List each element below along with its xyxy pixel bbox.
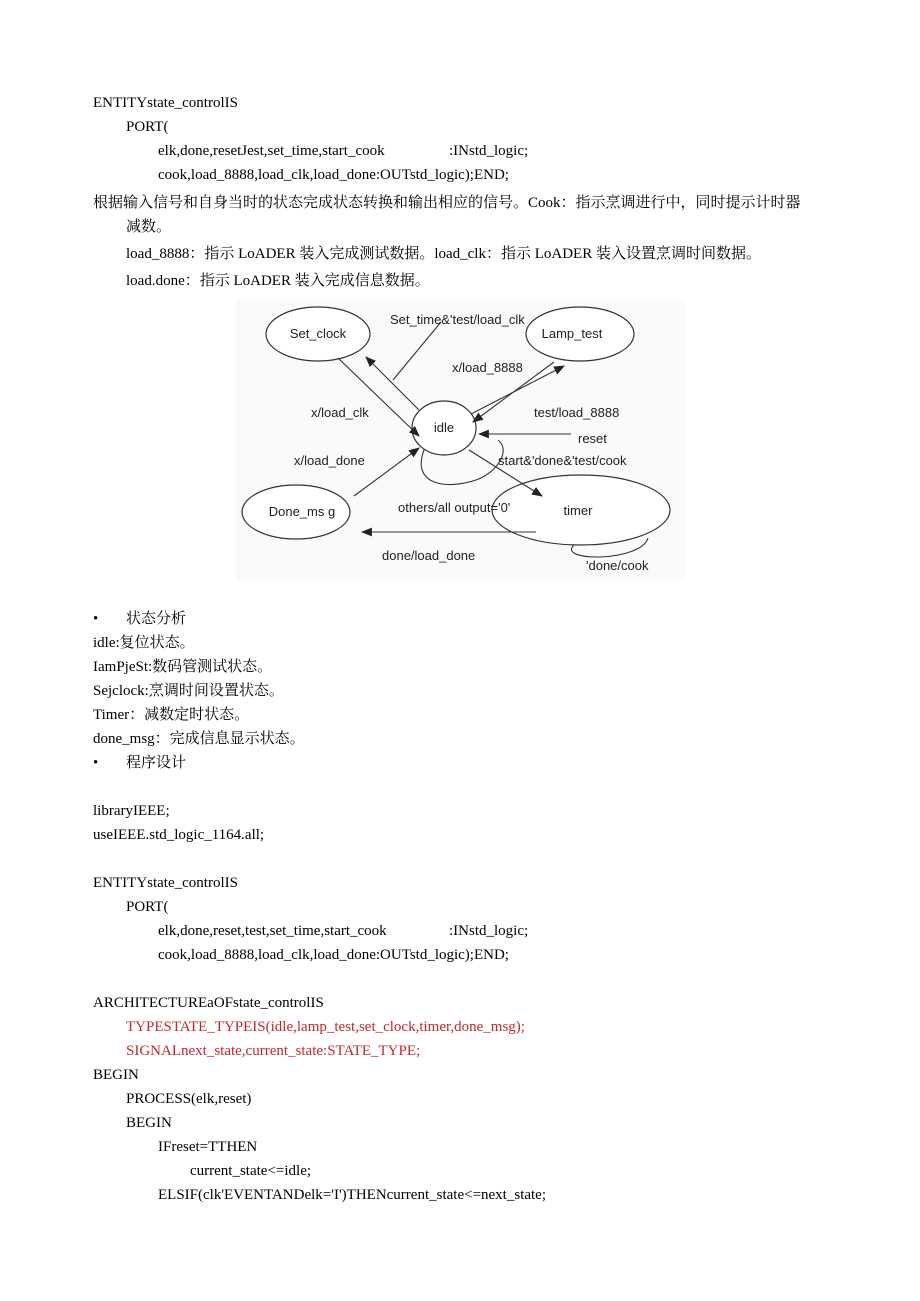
analysis-lamp: IamPjeSt:数码管测试状态。	[93, 659, 273, 675]
port-in-type: :INstd_logic;	[449, 143, 529, 159]
port-line: PORT(	[126, 119, 169, 135]
label-test-load-8888: test/load_8888	[534, 405, 620, 420]
code-process: PROCESS(elk,reset)	[126, 1091, 252, 1107]
label-done-msg: Done_ms g	[268, 504, 336, 519]
program-title: 程序设计	[126, 755, 187, 771]
code-port-in-type: :INstd_logic;	[449, 923, 529, 939]
code-type-decl: TYPESTATE_TYPEIS(idle,lamp_test,set_clock,timer,done_msg);	[126, 1019, 525, 1035]
analysis-done: done_msg：完成信息显示状态。	[93, 731, 305, 747]
label-x-load-8888: x/load_8888	[452, 360, 523, 375]
code-signal-decl: SIGNALnext_state,current_state:STATE_TYPE;	[126, 1043, 421, 1059]
code-begin: BEGIN	[93, 1067, 139, 1083]
code-architecture: ARCHITECTUREaOFstate_controlIS	[93, 995, 324, 1011]
code-assign-idle: current_state<=idle;	[190, 1163, 312, 1179]
description-paragraph-1: 根据输入信号和自身当时的状态完成状态转换和输出相应的信号。Cook：指示烹调进行中，同时提示计时器	[93, 195, 801, 211]
state-diagram	[236, 300, 686, 580]
port-in-signals: elk,done,resetJest,set_time,start_cook	[158, 143, 385, 159]
entity-line: ENTITYstate_controlIS	[93, 95, 238, 111]
bullet-program: •	[93, 755, 99, 771]
bullet-analysis: •	[93, 611, 99, 627]
description-paragraph-3: load.done：指示 LoADER 装入完成信息数据。	[126, 273, 430, 289]
analysis-setclock: Sejclock:烹调时间设置状态。	[93, 683, 284, 699]
label-not-done-cook: 'done/cook	[586, 558, 649, 573]
analysis-title: 状态分析	[126, 611, 187, 627]
description-paragraph-2: load_8888：指示 LoADER 装入完成测试数据。load_clk：指示 LoADER 装入设置烹调时间数据。	[126, 246, 761, 262]
port-out-line: cook,load_8888,load_clk,load_done:OUTstd_logic);END;	[158, 167, 509, 183]
label-others: others/all output='0'	[398, 500, 511, 515]
code-port: PORT(	[126, 899, 169, 915]
code-entity: ENTITYstate_controlIS	[93, 875, 238, 891]
code-port-out: cook,load_8888,load_clk,load_done:OUTstd_logic);END;	[158, 947, 509, 963]
label-timer: timer	[563, 503, 593, 518]
label-reset: reset	[578, 431, 607, 446]
analysis-idle: idle:复位状态。	[93, 635, 195, 651]
label-start: start&'done&'test/cook	[498, 453, 627, 468]
code-use: useIEEE.std_logic_1164.all;	[93, 827, 265, 843]
code-process-begin: BEGIN	[126, 1115, 172, 1131]
analysis-timer: Timer：减数定时状态。	[93, 707, 250, 723]
label-x-load-done: x/load_done	[294, 453, 365, 468]
code-library: libraryIEEE;	[93, 803, 170, 819]
description-paragraph-1-cont: 减数。	[126, 219, 172, 235]
label-set-time: Set_time&'test/load_clk	[390, 312, 525, 327]
label-lamp-test: Lamp_test	[541, 326, 603, 341]
label-x-load-clk: x/load_clk	[311, 405, 369, 420]
label-done-load-done: done/load_done	[382, 548, 476, 563]
label-idle: idle	[433, 420, 455, 435]
code-elsif: ELSIF(clk'EVENTANDelk='I')THENcurrent_state<=next_state;	[158, 1187, 547, 1203]
code-if-reset: IFreset=TTHEN	[158, 1139, 258, 1155]
label-set-clock: Set_clock	[289, 326, 347, 341]
code-port-in-signals: elk,done,reset,test,set_time,start_cook	[158, 923, 387, 939]
